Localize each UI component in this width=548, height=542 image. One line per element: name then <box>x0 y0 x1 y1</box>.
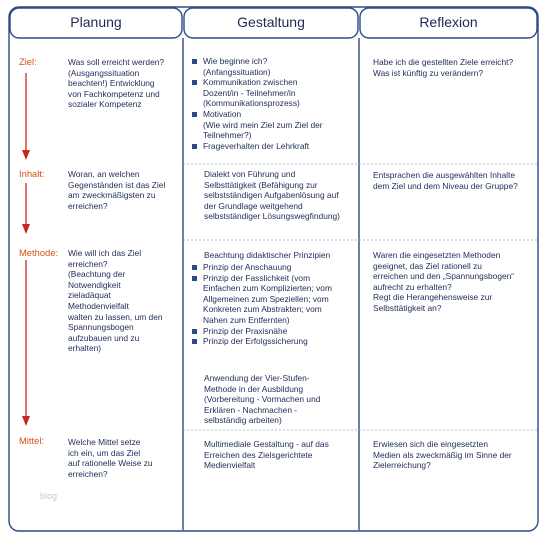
line: Habe ich die gestellten Ziele erreicht? <box>373 57 514 67</box>
list-item: Kommunikation zwischen <box>191 77 356 88</box>
line: Was soll erreicht werden? <box>68 57 165 67</box>
reflexion-inhalt-text <box>373 170 533 191</box>
gestaltung-methode-intro <box>204 250 358 261</box>
list-item: Frageverhalten der Lehrkraft <box>191 141 356 152</box>
line: Erreichen des Zielsgerichtete <box>204 449 313 460</box>
line: Dialekt von Führung und <box>204 169 296 179</box>
reflexion-methode-text <box>373 250 533 314</box>
line: Zielerreichung? <box>373 460 431 471</box>
line: sozialer Kompetenz <box>68 99 142 110</box>
gestaltung-methode-extra <box>204 373 358 426</box>
watermark: blog <box>40 491 58 501</box>
label-ziel: Ziel: <box>19 56 37 67</box>
planung-inhalt-text <box>68 169 180 211</box>
list-item: Wie beginne ich? <box>191 56 356 67</box>
list-item: Teilnehmer?) <box>203 130 252 141</box>
line: der Grundlage weitgehend <box>204 200 303 211</box>
line: dem Ziel und dem Niveau der Gruppe? <box>373 180 518 191</box>
list-item: Prinzip der Anschauung <box>191 262 356 273</box>
list-item: (Kommunikationsprozess) <box>203 98 300 109</box>
list-item: Nahen zum Entfernten) <box>203 314 290 325</box>
line: selbstständiger Lösungswegfindung) <box>204 211 340 222</box>
list-item: Konkreten zum Abstrakten; vom <box>203 304 322 315</box>
planung-ziel-text <box>68 57 180 110</box>
line: Beachtung didaktischer Prinzipien <box>204 250 331 260</box>
gestaltung-mittel-text <box>204 439 358 471</box>
line: Entsprachen die ausgewählten Inhalte <box>373 170 516 180</box>
line: Anwendung der Vier-Stufen- <box>204 373 310 383</box>
line: selbständig arbeiten) <box>204 415 282 426</box>
line: auf rationelle Weise zu <box>68 458 153 469</box>
planung-mittel-text <box>68 437 180 479</box>
label-inhalt: Inhalt: <box>19 168 45 179</box>
reflexion-mittel-text <box>373 439 533 471</box>
line: erreichen? <box>68 258 108 269</box>
gestaltung-methode-list <box>191 262 356 347</box>
line: Spannungsbogen <box>68 322 134 333</box>
gestaltung-inhalt-text <box>204 169 358 222</box>
list-item: Einfachen zum Komplizierten; vom <box>203 283 332 294</box>
header-reflexion: Reflexion <box>419 14 478 30</box>
line: am zweckmäßigsten zu <box>68 190 156 201</box>
line: selbstständigen Aufgabenlösung auf <box>204 190 339 201</box>
line: von Fachkompetenz und <box>68 88 160 99</box>
line: (Ausgangssituation <box>68 67 140 78</box>
list-item: Motivation <box>191 109 356 120</box>
line: Selbsttätigkeit an? <box>373 302 442 313</box>
line: Was ist künftig zu verändern? <box>373 67 484 78</box>
list-item: Prinzip der Praxisnähe <box>191 326 356 337</box>
line: Notwendigkeit <box>68 279 121 290</box>
line: Wie will ich das Ziel <box>68 248 142 258</box>
planung-methode-text <box>68 248 180 354</box>
header-gestaltung: Gestaltung <box>237 14 305 30</box>
line: Methode in der Ausbildung <box>204 383 304 394</box>
line: walten zu lassen, um den <box>68 311 163 322</box>
line: (Beachtung der <box>68 269 126 280</box>
label-mittel: Mittel: <box>19 435 45 446</box>
line: Waren die eingesetzten Methoden <box>373 250 501 260</box>
line: erreichen? <box>68 200 108 211</box>
reflexion-ziel-text <box>373 57 533 78</box>
list-item: Allgemeinen zum Speziellen; vom <box>203 293 329 304</box>
line: ich ein, um das Ziel <box>68 447 141 458</box>
line: Erwiesen sich die eingesetzten <box>373 439 488 449</box>
line: Regt die Herangehensweise zur <box>373 292 493 303</box>
line: zieladäquat <box>68 290 111 301</box>
line: Methodenvielfalt <box>68 300 129 311</box>
line: Medienvielfalt <box>204 460 256 471</box>
line: aufzubauen und zu <box>68 332 140 343</box>
line: Gegenständen ist das Ziel <box>68 179 166 190</box>
line: Selbsttätigkeit (Befähigung zur <box>204 179 318 190</box>
line: Medien als zweckmäßig im Sinne der <box>373 449 512 460</box>
list-item: (Wie wird mein Ziel zum Ziel der <box>203 119 323 130</box>
line: erhalten) <box>68 343 102 354</box>
line: Multimediale Gestaltung - auf das <box>204 439 329 449</box>
line: erreichen und den „Spannungsbogen“ <box>373 271 515 282</box>
line: erreichen? <box>68 468 108 479</box>
list-item: (Anfangssituation) <box>203 66 271 77</box>
label-methode: Methode: <box>19 247 59 258</box>
header-planung: Planung <box>70 14 122 30</box>
line: beachten!) Entwicklung <box>68 78 155 89</box>
gestaltung-ziel-list <box>191 56 356 151</box>
list-item: Prinzip der Fasslichkeit (vom <box>191 273 356 284</box>
line: Erklären - Nachmachen - <box>204 404 298 415</box>
line: (Vorbereitung - Vormachen und <box>204 394 321 405</box>
line: geeignet, das Ziel rationell zu <box>373 260 482 271</box>
list-item: Prinzip der Erfolgssicherung <box>191 336 356 347</box>
list-item: Dozent/in - Teilnehmer/in <box>203 87 296 98</box>
line: aufrecht zu erhalten? <box>373 281 452 292</box>
line: Welche Mittel setze <box>68 437 141 447</box>
line: Woran, an welchen <box>68 169 140 179</box>
